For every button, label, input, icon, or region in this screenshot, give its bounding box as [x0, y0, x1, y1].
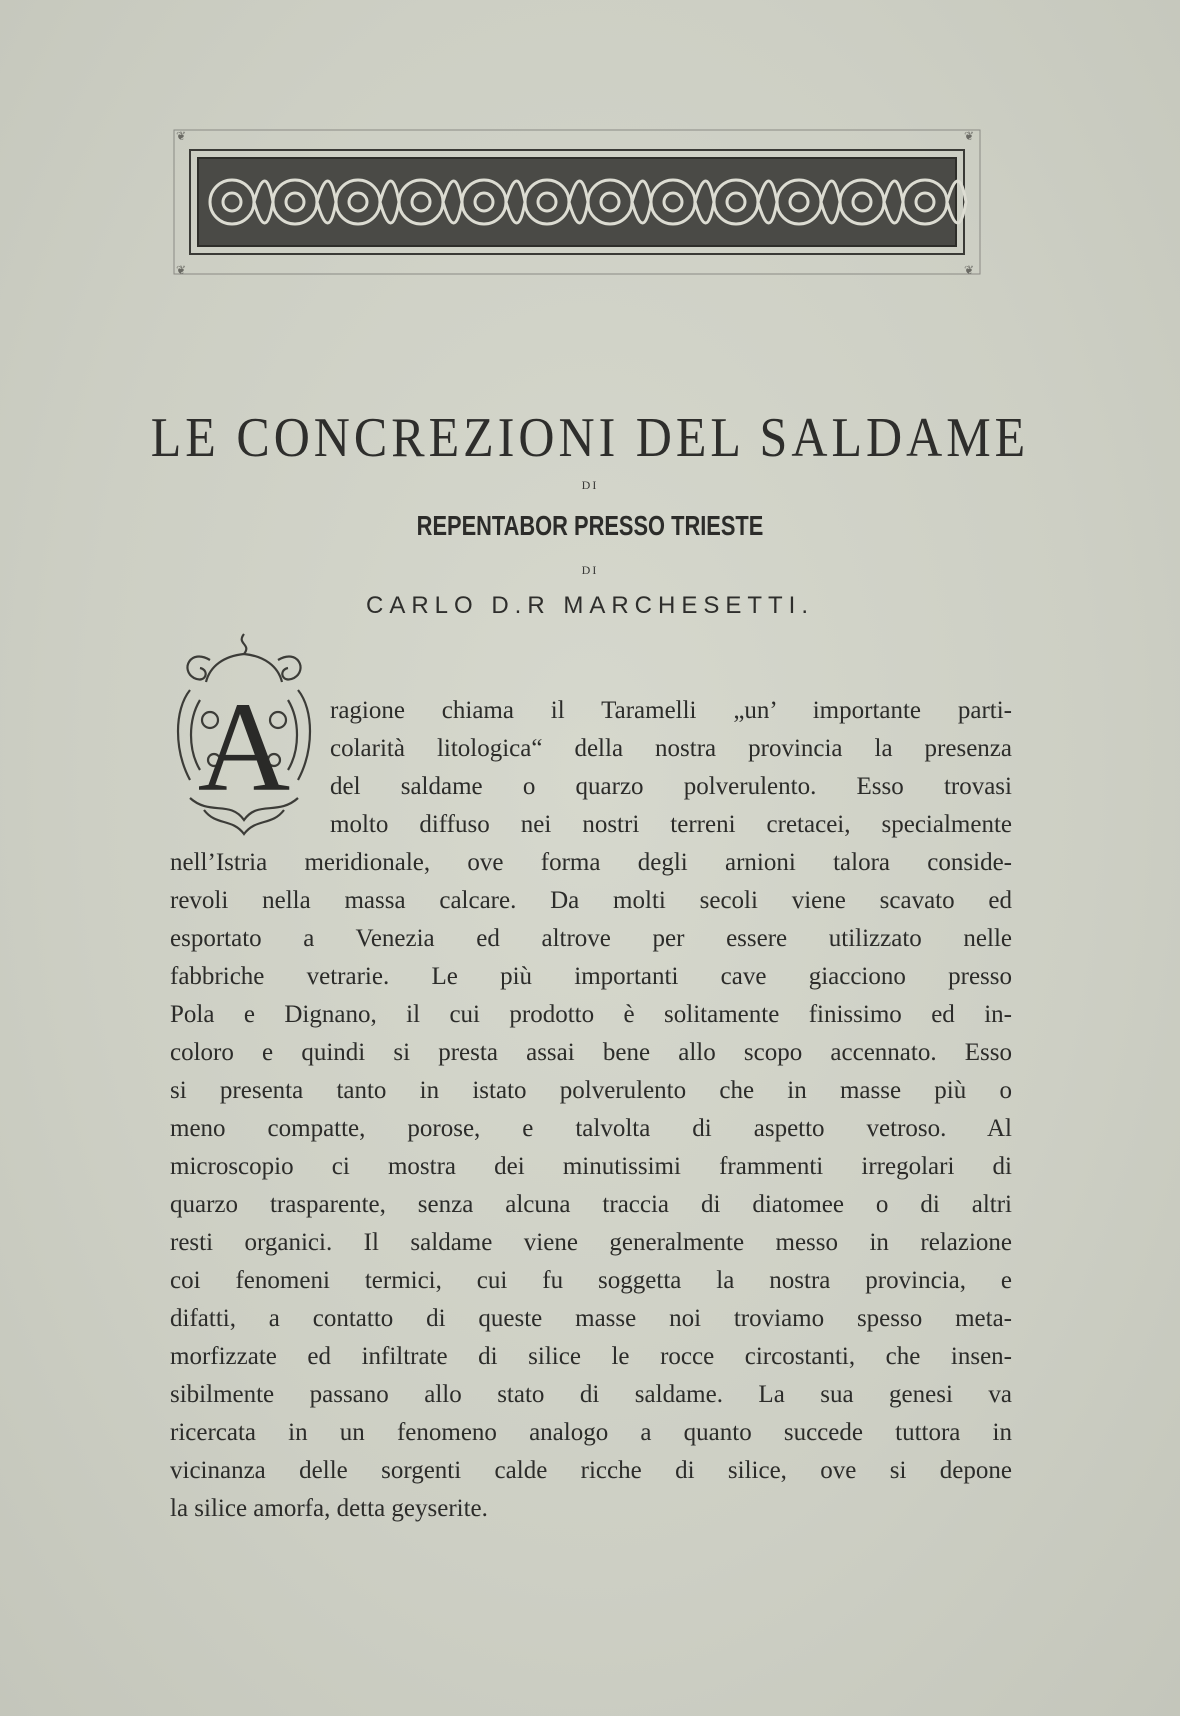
- body-paragraph: [170, 692, 1012, 1528]
- text-line: si presenta tanto in istato polverulento che in masse più o: [170, 1077, 1012, 1104]
- text-line: molto diffuso nei nostri terreni cretacei, specialmente: [330, 811, 1012, 838]
- author-connector: DI: [581, 563, 599, 577]
- svg-text:❦: ❦: [964, 263, 975, 276]
- text-line: del saldame o quarzo polverulento. Esso trovasi: [330, 773, 1012, 800]
- text-line: fabbriche vetrarie. Le più importanti cave giacciono presso: [170, 963, 1012, 990]
- text-line: la silice amorfa, detta geyserite.: [170, 1495, 488, 1522]
- author-name: CARLO D.R MARCHESETTI.: [365, 592, 815, 619]
- text-line: sibilmente passano allo stato di saldame. La sua genesi va: [170, 1381, 1012, 1408]
- text-line: esportato a Venezia ed altrove per essere utilizzato nelle: [170, 925, 1012, 952]
- text-line: revoli nella massa calcare. Da molti secoli viene scavato ed: [170, 887, 1012, 914]
- svg-text:❦: ❦: [176, 129, 187, 143]
- svg-text:❦: ❦: [176, 263, 187, 276]
- text-line: ragione chiama il Taramelli „un’ importante parti-: [330, 697, 1012, 724]
- text-line: colarità litologica“ della nostra provincia la presenza: [330, 735, 1012, 762]
- text-line: quarzo trasparente, senza alcuna traccia di diatomee o di altri: [170, 1191, 1012, 1218]
- text-line: vicinanza delle sorgenti calde ricche di silice, ove si depone: [170, 1457, 1012, 1484]
- text-line: Pola e Dignano, il cui prodotto è solitamente finissimo ed in-: [170, 1001, 1012, 1028]
- text-line: resti organici. Il saldame viene generalmente messo in relazione: [170, 1229, 1012, 1256]
- text-line: microscopio ci mostra dei minutissimi frammenti irregolari di: [170, 1153, 1012, 1180]
- text-line: difatti, a contatto di queste masse noi troviamo spesso meta-: [170, 1305, 1012, 1332]
- svg-text:❦: ❦: [964, 129, 975, 143]
- article-title: LE CONCREZIONI DEL SALDAME: [150, 405, 1030, 469]
- drop-cap-letter: A: [197, 676, 291, 818]
- title-connector: DI: [581, 478, 599, 492]
- text-line: coloro e quindi si presta assai bene allo scopo accennato. Esso: [170, 1039, 1012, 1066]
- article-subtitle: REPENTABOR PRESSO TRIESTE: [416, 510, 764, 541]
- text-line: coi fenomeni termici, cui fu soggetta la nostra provincia, e: [170, 1267, 1012, 1294]
- text-line: morfizzate ed infiltrate di silice le rocce circostanti, che insen-: [170, 1343, 1012, 1370]
- text-line: nell’Istria meridionale, ove forma degli arnioni talora conside-: [170, 849, 1012, 876]
- text-line: ricercata in un fenomeno analogo a quanto succede tuttora in: [170, 1419, 1012, 1446]
- header-ornament-icon: [172, 128, 982, 276]
- text-line: meno compatte, porose, e talvolta di aspetto vetroso. Al: [170, 1115, 1012, 1142]
